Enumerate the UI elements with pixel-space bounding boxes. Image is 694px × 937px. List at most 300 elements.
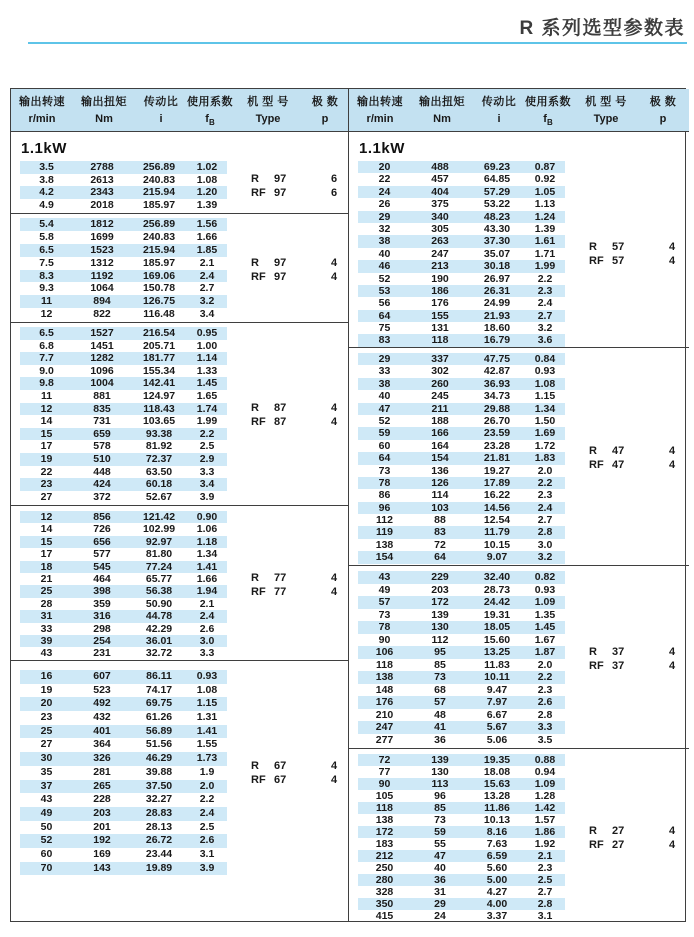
ratio-value: 18.05 [483, 621, 511, 633]
table-section [349, 348, 689, 566]
output-speed-value: 32 [378, 222, 391, 235]
table-row [358, 838, 565, 850]
title-underline [28, 42, 687, 44]
output-torque-value: 1312 [90, 256, 114, 269]
output-speed-value: 6.5 [39, 327, 54, 339]
table-row [358, 440, 565, 452]
service-factor-value: 2.2 [537, 476, 553, 489]
output-torque-value: 229 [431, 571, 449, 583]
table-row [20, 340, 227, 353]
table-row [358, 684, 565, 697]
service-factor-value: 2.8 [537, 708, 553, 721]
ratio-value: 50.90 [145, 597, 173, 610]
service-factor-value: 1.65 [196, 389, 218, 402]
output-speed-value: 57 [378, 596, 391, 608]
column-header-unit: i [497, 113, 501, 126]
ratio-value: 18.08 [483, 766, 511, 778]
output-speed-value: 119 [376, 526, 393, 539]
service-factor-value: 1.86 [534, 826, 556, 838]
output-torque-value: 326 [93, 752, 111, 765]
output-speed-value: 77 [378, 766, 391, 778]
column-header-unit: $f_B$ [205, 113, 215, 128]
output-torque-value: 523 [93, 683, 111, 696]
output-speed-value: 90 [378, 778, 391, 790]
model-size-number: 97 [274, 173, 287, 185]
table-row [20, 793, 227, 807]
ratio-value: 17.89 [483, 476, 511, 489]
column-header [641, 93, 685, 127]
ratio-value: 10.11 [484, 671, 510, 683]
table-section [11, 214, 348, 323]
output-speed-value: 90 [378, 633, 391, 646]
ratio-value: 72.37 [145, 452, 173, 465]
table-row [20, 428, 227, 441]
poles-block [317, 401, 348, 429]
output-torque-value: 577 [93, 548, 111, 561]
service-factor-value: 1.66 [196, 572, 218, 585]
table-row [20, 440, 227, 453]
service-factor-value: 3.3 [199, 465, 215, 478]
output-speed-value: 60 [40, 847, 53, 860]
ratio-value: 69.23 [483, 161, 511, 173]
service-factor-value: 2.7 [537, 309, 553, 322]
table-section [349, 566, 689, 749]
poles-value: 4 [330, 402, 338, 415]
page-title: R 系列选型参数表 [519, 18, 685, 39]
output-speed-value: 148 [375, 683, 394, 696]
table-row [20, 161, 227, 174]
table-row [358, 223, 565, 235]
table-row [358, 766, 565, 778]
output-torque-value: 85 [434, 658, 446, 671]
output-torque-value: 190 [431, 272, 449, 285]
table-row [20, 548, 227, 560]
table-row [358, 754, 565, 766]
ratio-value: 118.43 [143, 402, 175, 415]
ratio-value: 46.29 [145, 752, 173, 765]
service-factor-value: 1.61 [534, 235, 556, 248]
poles-value: 6 [330, 187, 338, 199]
model-series-prefix: RF [589, 459, 604, 472]
service-factor-value: 3.0 [537, 538, 553, 551]
service-factor-value: 1.45 [196, 377, 218, 390]
model-type-value [251, 270, 309, 284]
section-rows [11, 161, 227, 211]
table-row [358, 826, 565, 838]
output-speed-value: 38 [378, 235, 391, 248]
service-factor-value: 2.4 [537, 501, 553, 514]
output-speed-value: 247 [375, 721, 394, 733]
output-speed-value: 53 [378, 284, 391, 297]
model-series-prefix: R [251, 173, 259, 185]
table-row [358, 802, 565, 814]
ratio-value: 65.77 [145, 572, 173, 585]
ratio-value: 44.78 [145, 610, 173, 623]
service-factor-value: 1.02 [196, 161, 218, 173]
output-torque-value: 68 [434, 683, 446, 696]
output-speed-value: 22 [378, 173, 391, 186]
output-torque-value: 835 [93, 402, 111, 415]
output-torque-value: 155 [431, 309, 449, 322]
output-torque-value: 424 [93, 478, 111, 491]
output-speed-value: 7.7 [39, 352, 54, 365]
table-row [20, 478, 227, 491]
table-row [358, 477, 565, 489]
output-speed-value: 138 [375, 671, 394, 683]
model-type-block [589, 824, 647, 852]
ratio-value: 9.07 [486, 551, 508, 564]
table-row [20, 752, 227, 766]
column-header-unit: $f_B$ [543, 113, 553, 128]
service-factor-value: 1.85 [196, 243, 218, 256]
ratio-value: 23.59 [483, 427, 511, 440]
model-type-block [251, 571, 309, 599]
model-type-block [589, 645, 647, 673]
output-speed-value: 21 [40, 572, 53, 585]
panel-sections [349, 159, 689, 921]
model-size-number: 57 [612, 254, 625, 267]
model-type-value [589, 838, 647, 852]
table-row [358, 790, 565, 802]
ratio-value: 16.79 [483, 334, 511, 347]
ratio-value: 36.01 [145, 634, 173, 647]
service-factor-value: 2.2 [199, 793, 215, 806]
ratio-value: 124.97 [142, 389, 176, 402]
output-speed-value: 11 [40, 389, 53, 402]
output-speed-value: 73 [378, 464, 391, 477]
ratio-value: 6.67 [486, 708, 508, 721]
service-factor-value: 2.4 [199, 610, 215, 623]
poles-block [655, 240, 689, 268]
table-row [20, 295, 227, 308]
table-row [358, 489, 565, 501]
model-size-number: 67 [274, 773, 287, 786]
output-speed-value: 23 [40, 711, 53, 724]
table-row [358, 850, 565, 862]
output-torque-value: 656 [93, 535, 111, 548]
model-type-block [589, 240, 647, 268]
column-header-label: 输出转速 [357, 96, 403, 109]
output-torque-value: 254 [93, 634, 111, 647]
section-content [11, 218, 348, 321]
ratio-value: 150.78 [142, 282, 176, 295]
ratio-value: 19.27 [483, 464, 511, 477]
output-torque-value: 245 [431, 390, 449, 403]
ratio-value: 155.34 [142, 364, 176, 377]
model-type-value [251, 401, 309, 415]
table-panel-right [349, 89, 689, 921]
output-speed-value: 118 [376, 658, 393, 671]
table-row [358, 322, 565, 334]
output-speed-value: 38 [378, 377, 391, 390]
table-row [358, 514, 565, 526]
output-speed-value: 40 [378, 390, 391, 403]
output-speed-value: 4.2 [39, 186, 54, 198]
model-series-prefix: RF [251, 270, 266, 283]
table-row [358, 526, 565, 538]
poles-value: 4 [668, 240, 676, 253]
output-speed-value: 14 [40, 415, 53, 428]
ratio-value: 81.92 [145, 440, 173, 453]
output-torque-value: 139 [431, 608, 449, 621]
output-speed-value: 15 [40, 535, 53, 548]
table-row [20, 834, 227, 848]
table-row [358, 584, 565, 597]
ratio-value: 142.41 [142, 377, 176, 390]
table-section [11, 159, 348, 214]
model-type-value [251, 585, 309, 599]
ratio-value: 5.06 [486, 733, 508, 746]
ratio-value: 4.00 [486, 898, 508, 910]
model-size-number: 67 [274, 759, 287, 772]
table-row [358, 502, 565, 514]
table-row [20, 670, 227, 684]
output-torque-value: 488 [431, 161, 449, 173]
output-torque-value: 448 [93, 465, 111, 478]
column-header-label: 使用系数 [187, 96, 233, 109]
ratio-value: 56.89 [145, 724, 173, 737]
model-series-prefix: RF [589, 254, 604, 267]
output-speed-value: 64 [378, 452, 391, 465]
table-row [20, 403, 227, 416]
column-header [473, 93, 525, 127]
service-factor-value: 2.5 [537, 874, 553, 886]
model-series-prefix: RF [251, 586, 266, 599]
output-torque-value: 1699 [90, 230, 114, 243]
service-factor-value: 3.4 [199, 308, 215, 321]
output-speed-value: 112 [376, 514, 393, 527]
service-factor-value: 1.66 [196, 230, 218, 243]
model-series-prefix: R [251, 759, 259, 772]
output-speed-value: 39 [40, 634, 53, 647]
ratio-value: 92.97 [145, 535, 173, 548]
output-torque-value: 263 [431, 235, 449, 248]
output-torque-value: 176 [431, 297, 449, 310]
ratio-value: 121.42 [142, 511, 176, 523]
ratio-value: 9.47 [486, 683, 508, 696]
output-speed-value: 75 [378, 322, 391, 335]
ratio-value: 116.48 [143, 308, 175, 321]
poles-block [655, 444, 689, 472]
output-speed-value: 78 [378, 621, 391, 633]
table-row [20, 377, 227, 390]
output-speed-value: 31 [40, 610, 53, 623]
output-torque-value: 73 [434, 671, 446, 683]
ratio-value: 57.29 [483, 185, 511, 198]
table-row [20, 453, 227, 466]
output-torque-value: 130 [431, 621, 449, 633]
output-speed-value: 46 [378, 260, 391, 273]
output-torque-value: 96 [434, 790, 446, 802]
output-torque-value: 85 [434, 802, 446, 814]
table-row [20, 257, 227, 270]
ratio-value: 28.73 [483, 583, 511, 596]
table-row [358, 235, 565, 247]
service-factor-value: 2.7 [537, 514, 553, 527]
model-series-prefix: RF [251, 416, 266, 429]
service-factor-value: 1.14 [196, 352, 218, 365]
service-factor-value: 1.39 [196, 198, 218, 211]
section-rows [11, 218, 227, 321]
output-torque-value: 457 [431, 173, 449, 186]
table-row [20, 821, 227, 835]
table-row [358, 452, 565, 464]
ratio-value: 256.89 [142, 161, 176, 173]
model-type-block [251, 401, 309, 429]
column-header-unit: Type [255, 113, 281, 126]
ratio-value: 35.07 [483, 247, 511, 260]
section-content [11, 511, 348, 660]
table-row [358, 609, 565, 622]
output-speed-value: 43 [40, 647, 53, 660]
column-header [411, 93, 473, 127]
service-factor-value: 1.45 [534, 621, 556, 633]
ratio-value: 13.25 [483, 646, 511, 658]
poles-value: 4 [668, 645, 676, 658]
output-torque-value: 114 [431, 489, 449, 502]
panel-sections [11, 159, 348, 921]
ratio-value: 185.97 [142, 256, 176, 269]
table-row [358, 211, 565, 223]
column-header-label: 输出扭矩 [419, 96, 465, 109]
service-factor-value: 1.50 [534, 414, 556, 427]
ratio-value: 37.50 [145, 779, 173, 792]
output-speed-value: 20 [40, 697, 53, 710]
section-content [349, 571, 689, 746]
output-torque-value: 192 [93, 834, 111, 847]
power-rating-label: 1.1kW [359, 140, 405, 157]
output-torque-value: 83 [434, 526, 446, 539]
service-factor-value: 1.94 [196, 585, 218, 598]
model-type-block [251, 256, 309, 284]
output-speed-value: 16 [40, 670, 53, 682]
ratio-value: 93.38 [145, 427, 173, 440]
output-speed-value: 25 [40, 724, 53, 737]
ratio-value: 37.30 [483, 235, 511, 248]
table-row [20, 270, 227, 283]
column-header [571, 93, 641, 127]
service-factor-value: 1.67 [534, 633, 556, 646]
column-header-label: 输出转速 [19, 96, 65, 109]
service-factor-value: 0.92 [534, 173, 556, 186]
output-torque-value: 188 [431, 414, 449, 427]
output-speed-value: 17 [40, 548, 53, 561]
output-torque-value: 1451 [90, 339, 114, 352]
ratio-value: 77.24 [145, 560, 173, 573]
model-type-value [251, 759, 309, 773]
ratio-value: 7.97 [486, 696, 508, 708]
column-header-unit: r/min [28, 113, 56, 126]
table-row [358, 390, 565, 402]
service-factor-value: 1.55 [196, 738, 218, 751]
service-factor-value: 2.2 [199, 427, 215, 440]
table-row [358, 310, 565, 322]
output-torque-value: 103 [431, 501, 449, 514]
section-content [11, 670, 348, 875]
output-speed-value: 9.3 [39, 282, 54, 295]
service-factor-value: 0.93 [534, 583, 556, 596]
output-torque-value: 1523 [90, 243, 114, 256]
service-factor-value: 1.20 [196, 186, 218, 198]
model-series-prefix: R [589, 825, 597, 837]
table-row [358, 571, 565, 584]
service-factor-value: 2.5 [199, 820, 215, 833]
model-type-value [251, 256, 309, 270]
output-torque-value: 95 [434, 646, 446, 658]
ratio-value: 26.70 [483, 414, 511, 427]
service-factor-value: 2.0 [199, 779, 215, 792]
column-header-label: 传动比 [143, 96, 179, 109]
service-factor-value: 1.39 [534, 222, 556, 235]
output-torque-value: 2788 [90, 161, 114, 173]
service-factor-value: 1.56 [196, 218, 218, 230]
output-torque-value: 404 [431, 185, 449, 198]
output-speed-value: 5.4 [39, 218, 54, 230]
table-row [20, 491, 227, 504]
output-speed-value: 17 [40, 440, 53, 453]
service-factor-value: 1.41 [196, 560, 218, 573]
table-row [358, 709, 565, 722]
section-rows [349, 353, 565, 564]
service-factor-value: 1.42 [534, 802, 556, 814]
output-speed-value: 37 [40, 779, 53, 792]
output-speed-value: 105 [375, 790, 394, 802]
output-speed-value: 78 [378, 476, 391, 489]
model-type-value [251, 571, 309, 585]
ratio-value: 215.94 [142, 243, 176, 256]
table-row [358, 634, 565, 647]
poles-value: 4 [668, 445, 676, 458]
service-factor-value: 3.4 [199, 478, 215, 491]
output-torque-value: 186 [431, 284, 449, 297]
output-speed-value: 24 [378, 185, 391, 198]
column-header-label: 极 数 [649, 96, 677, 109]
table-row [20, 807, 227, 821]
section-content [349, 754, 689, 921]
parameter-table [10, 88, 686, 922]
output-speed-value: 64 [378, 309, 391, 322]
service-factor-value: 1.57 [534, 814, 556, 826]
service-factor-value: 1.35 [534, 608, 556, 621]
output-speed-value: 11 [40, 295, 53, 308]
output-torque-value: 364 [93, 738, 111, 751]
output-torque-value: 305 [431, 222, 449, 235]
table-row [358, 378, 565, 390]
output-speed-value: 28 [40, 597, 53, 610]
output-torque-value: 302 [431, 365, 449, 378]
section-rows [11, 670, 227, 875]
model-type-value [251, 773, 309, 787]
table-row [358, 403, 565, 415]
model-size-number: 57 [612, 240, 625, 253]
service-factor-value: 2.3 [537, 683, 553, 696]
output-torque-value: 203 [93, 806, 111, 819]
output-torque-value: 659 [93, 427, 111, 440]
model-series-prefix: RF [589, 659, 604, 672]
output-speed-value: 33 [40, 622, 53, 635]
ratio-value: 14.56 [483, 501, 511, 514]
ratio-value: 21.81 [483, 452, 511, 465]
output-torque-value: 607 [93, 670, 111, 682]
output-speed-value: 183 [375, 838, 394, 850]
service-factor-value: 2.9 [199, 452, 215, 465]
service-factor-value: 1.08 [196, 173, 218, 186]
service-factor-value: 1.9 [199, 765, 215, 778]
service-factor-value: 1.83 [534, 452, 556, 465]
output-speed-value: 15 [40, 427, 53, 440]
column-header [11, 93, 73, 127]
output-torque-value: 31 [434, 886, 446, 898]
